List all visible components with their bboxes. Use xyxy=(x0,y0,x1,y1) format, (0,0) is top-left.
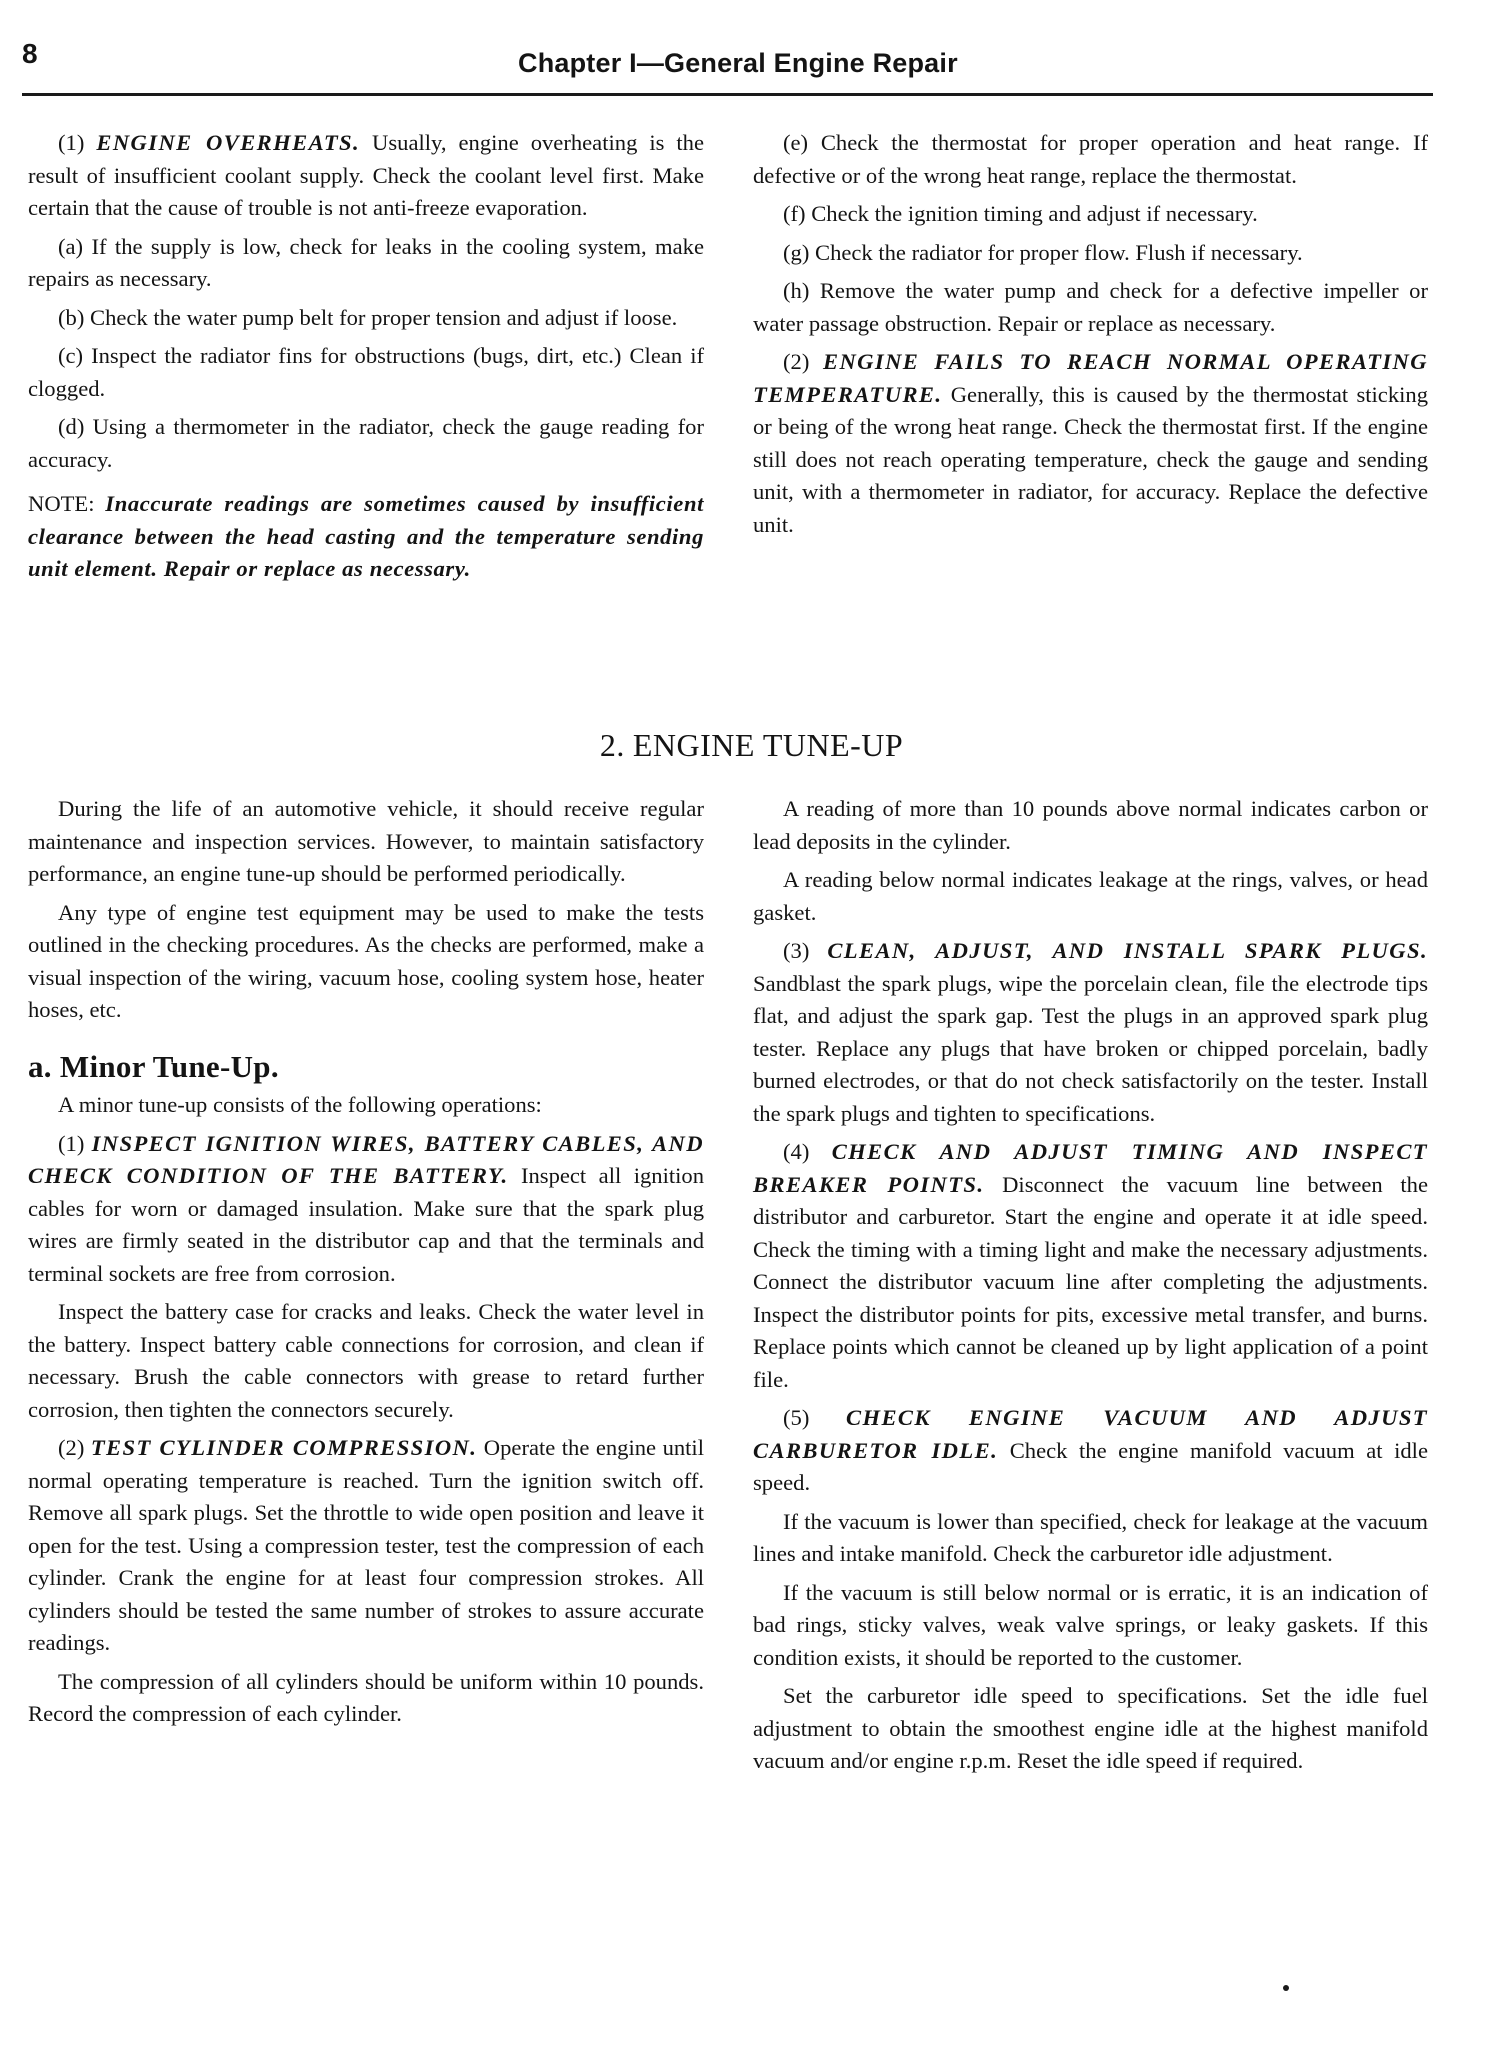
column-bottom-left xyxy=(28,793,704,1737)
paragraph-fails-normal-temp xyxy=(753,346,1428,541)
item-text: Operate the engine until normal operating temperature is reached. Turn the ignition switch off. Remove all spark plugs. Set the throttle to wide open position and leave it open for the test. Using a compression tester, test the compression of each cylinder. Crank the engine for at least four compression strokes. All cylinders should be tested the same number of strokes to assure accurate readings. xyxy=(28,1435,704,1655)
intro-paragraph-1: During the life of an automotive vehicle, it should receive regular maintenance and inspection services. However, to maintain satisfactory performance, an engine tune-up should be performed periodically. xyxy=(28,796,704,886)
item-number: (2) xyxy=(783,349,810,374)
paragraph-vacuum xyxy=(753,1402,1428,1500)
paragraph-a: (a) If the supply is low, check for leaks in the cooling system, make repairs as necessary. xyxy=(28,233,704,291)
item-text: Disconnect the vacuum line between the distributor and carburetor. Start the engine and operate it at idle speed. Check the timing with a timing light and make the necessary adjustments. Connect the distributor vacuum line after completing the adjustments. Inspect the distributor points for pits, excessive metal transfer, and burns. Replace points which cannot be cleaned up by light application of a point file. xyxy=(753,1171,1428,1392)
paragraph-h: (h) Remove the water pump and check for a defective impeller or water passage obstruction. Repair or replace as necessary. xyxy=(753,278,1428,336)
section-title: ENGINE TUNE-UP xyxy=(632,727,904,763)
minor-intro: A minor tune-up consists of the following operations: xyxy=(58,1092,542,1117)
paragraph-reading-high: A reading of more than 10 pounds above normal indicates carbon or lead deposits in the cylinder. xyxy=(753,796,1428,854)
paragraph-spark-plugs xyxy=(753,935,1428,1130)
note xyxy=(28,488,704,586)
page-number: 8 xyxy=(22,38,38,69)
paragraph-b: (b) Check the water pump belt for proper tension and adjust if loose. xyxy=(58,304,678,330)
paragraph-timing xyxy=(753,1136,1428,1396)
paragraph-uniform: The compression of all cylinders should be uniform within 10 pounds. Record the compression of each cylinder. xyxy=(28,1668,704,1726)
item-title: ENGINE OVERHEATS. xyxy=(96,130,361,155)
paragraph-compression xyxy=(28,1432,704,1660)
section-heading xyxy=(0,727,1503,764)
paragraph-inspect-ignition xyxy=(28,1128,704,1291)
item-title: CHECK ENGINE VACUUM AND ADJUST CARBURETOR IDLE. xyxy=(753,1405,1428,1463)
paragraph-vacuum-erratic: If the vacuum is still below normal or is erratic, it is an indication of bad rings, sticky valves, weak valve springs, or leaky gaskets. If this condition exists, it should be reported to the customer. xyxy=(753,1579,1428,1670)
paragraph-f: (f) Check the ignition timing and adjust if necessary. xyxy=(783,201,1258,226)
item-text: Usually, engine overheating is the result of insufficient coolant supply. Check the coolant level first. Make certain that the cause of trouble is not anti-freeze evaporation. xyxy=(28,130,705,220)
paragraph-d: (d) Using a thermometer in the radiator, check the gauge reading for accuracy. xyxy=(28,414,704,472)
item-text: Sandblast the spark plugs, wipe the porcelain clean, file the electrode tips flat, and adjust the spark gap. Test the plugs in an approved spark plug tester. Replace any plugs that have broken or chipped porcelain, badly burned electrodes, or that do not check satisfactorily on the tester. Install the spark plugs and tighten to specifications. xyxy=(753,970,1428,1126)
item-number: (2) xyxy=(58,1435,85,1460)
item-number: (5) xyxy=(783,1405,810,1430)
note-label: NOTE: xyxy=(28,491,95,516)
stray-dot-mark xyxy=(1283,1985,1289,1991)
item-title: TEST CYLINDER COMPRESSION. xyxy=(90,1435,478,1460)
paragraph-battery: Inspect the battery case for cracks and leaks. Check the water level in the battery. Inspect battery cable connections for corrosion, and clean if necessary. Brush the cable connectors with grease to retard further corrosion, then tighten the connectors securely. xyxy=(28,1299,704,1422)
item-title: INSPECT IGNITION WIRES, BATTERY CABLES, AND CHECK CONDITION OF THE BATTERY. xyxy=(28,1130,704,1188)
running-title: Chapter I—General Engine Repair xyxy=(518,48,958,78)
intro-paragraph-2: Any type of engine test equipment may be used to make the tests outlined in the checking procedures. As the checks are performed, make a visual inspection of the wiring, vacuum hose, cooling system hose, heater hoses, etc. xyxy=(28,899,704,1022)
paragraph-reading-low: A reading below normal indicates leakage at the rings, valves, or head gasket. xyxy=(753,867,1428,925)
item-number: (1) xyxy=(58,1130,85,1156)
item-text: Check the engine manifold vacuum at idle speed. xyxy=(753,1437,1428,1495)
item-text: Inspect all ignition cables for worn or damaged insulation. Make sure that the spark plug wires are firmly seated in the distributor cap and that the terminals and terminal sockets are free from corrosion. xyxy=(28,1163,704,1286)
item-title: CLEAN, ADJUST, AND INSTALL SPARK PLUGS. xyxy=(827,938,1428,963)
column-top-right xyxy=(753,127,1428,547)
item-number: (4) xyxy=(783,1139,810,1164)
item-number: (1) xyxy=(58,130,85,155)
subheading-minor-tune-up: a. Minor Tune-Up. xyxy=(28,1048,279,1084)
paragraph-idle-set: Set the carburetor idle speed to specifications. Set the idle fuel adjustment to obtain the smoothest engine idle at the highest manifold vacuum and/or engine r.p.m. Reset the idle speed if required. xyxy=(753,1683,1428,1773)
paragraph-engine-overheats xyxy=(28,127,704,225)
note-text: Inaccurate readings are sometimes caused by insufficient clearance between the head casting and the temperature sending unit element. Repair or replace as necessary. xyxy=(28,491,704,581)
item-title: ENGINE FAILS TO REACH NORMAL OPERATING TEMPERATURE. xyxy=(753,349,1428,407)
section-number: 2. xyxy=(599,727,625,763)
column-top-left xyxy=(28,127,704,592)
paragraph-c: (c) Inspect the radiator fins for obstructions (bugs, dirt, etc.) Clean if clogged. xyxy=(28,343,704,401)
paragraph-vacuum-low: If the vacuum is lower than specified, check for leakage at the vacuum lines and intake manifold. Check the carburetor idle adjustment. xyxy=(753,1508,1428,1566)
paragraph-e: (e) Check the thermostat for proper operation and heat range. If defective or of the wrong heat range, replace the thermostat. xyxy=(753,130,1428,188)
header-rule xyxy=(22,93,1433,96)
column-bottom-right xyxy=(753,793,1428,1784)
item-number: (3) xyxy=(783,938,810,963)
item-title: CHECK AND ADJUST TIMING AND INSPECT BREAKER POINTS. xyxy=(753,1139,1428,1197)
item-text: Generally, this is caused by the thermostat sticking or being of the wrong heat range. Check the thermostat first. If the engine still does not reach operating temperature, check the gauge and sending unit, with a thermometer in radiator, for accuracy. Replace the defective unit. xyxy=(753,381,1428,537)
paragraph-g: (g) Check the radiator for proper flow. Flush if necessary. xyxy=(783,239,1303,265)
